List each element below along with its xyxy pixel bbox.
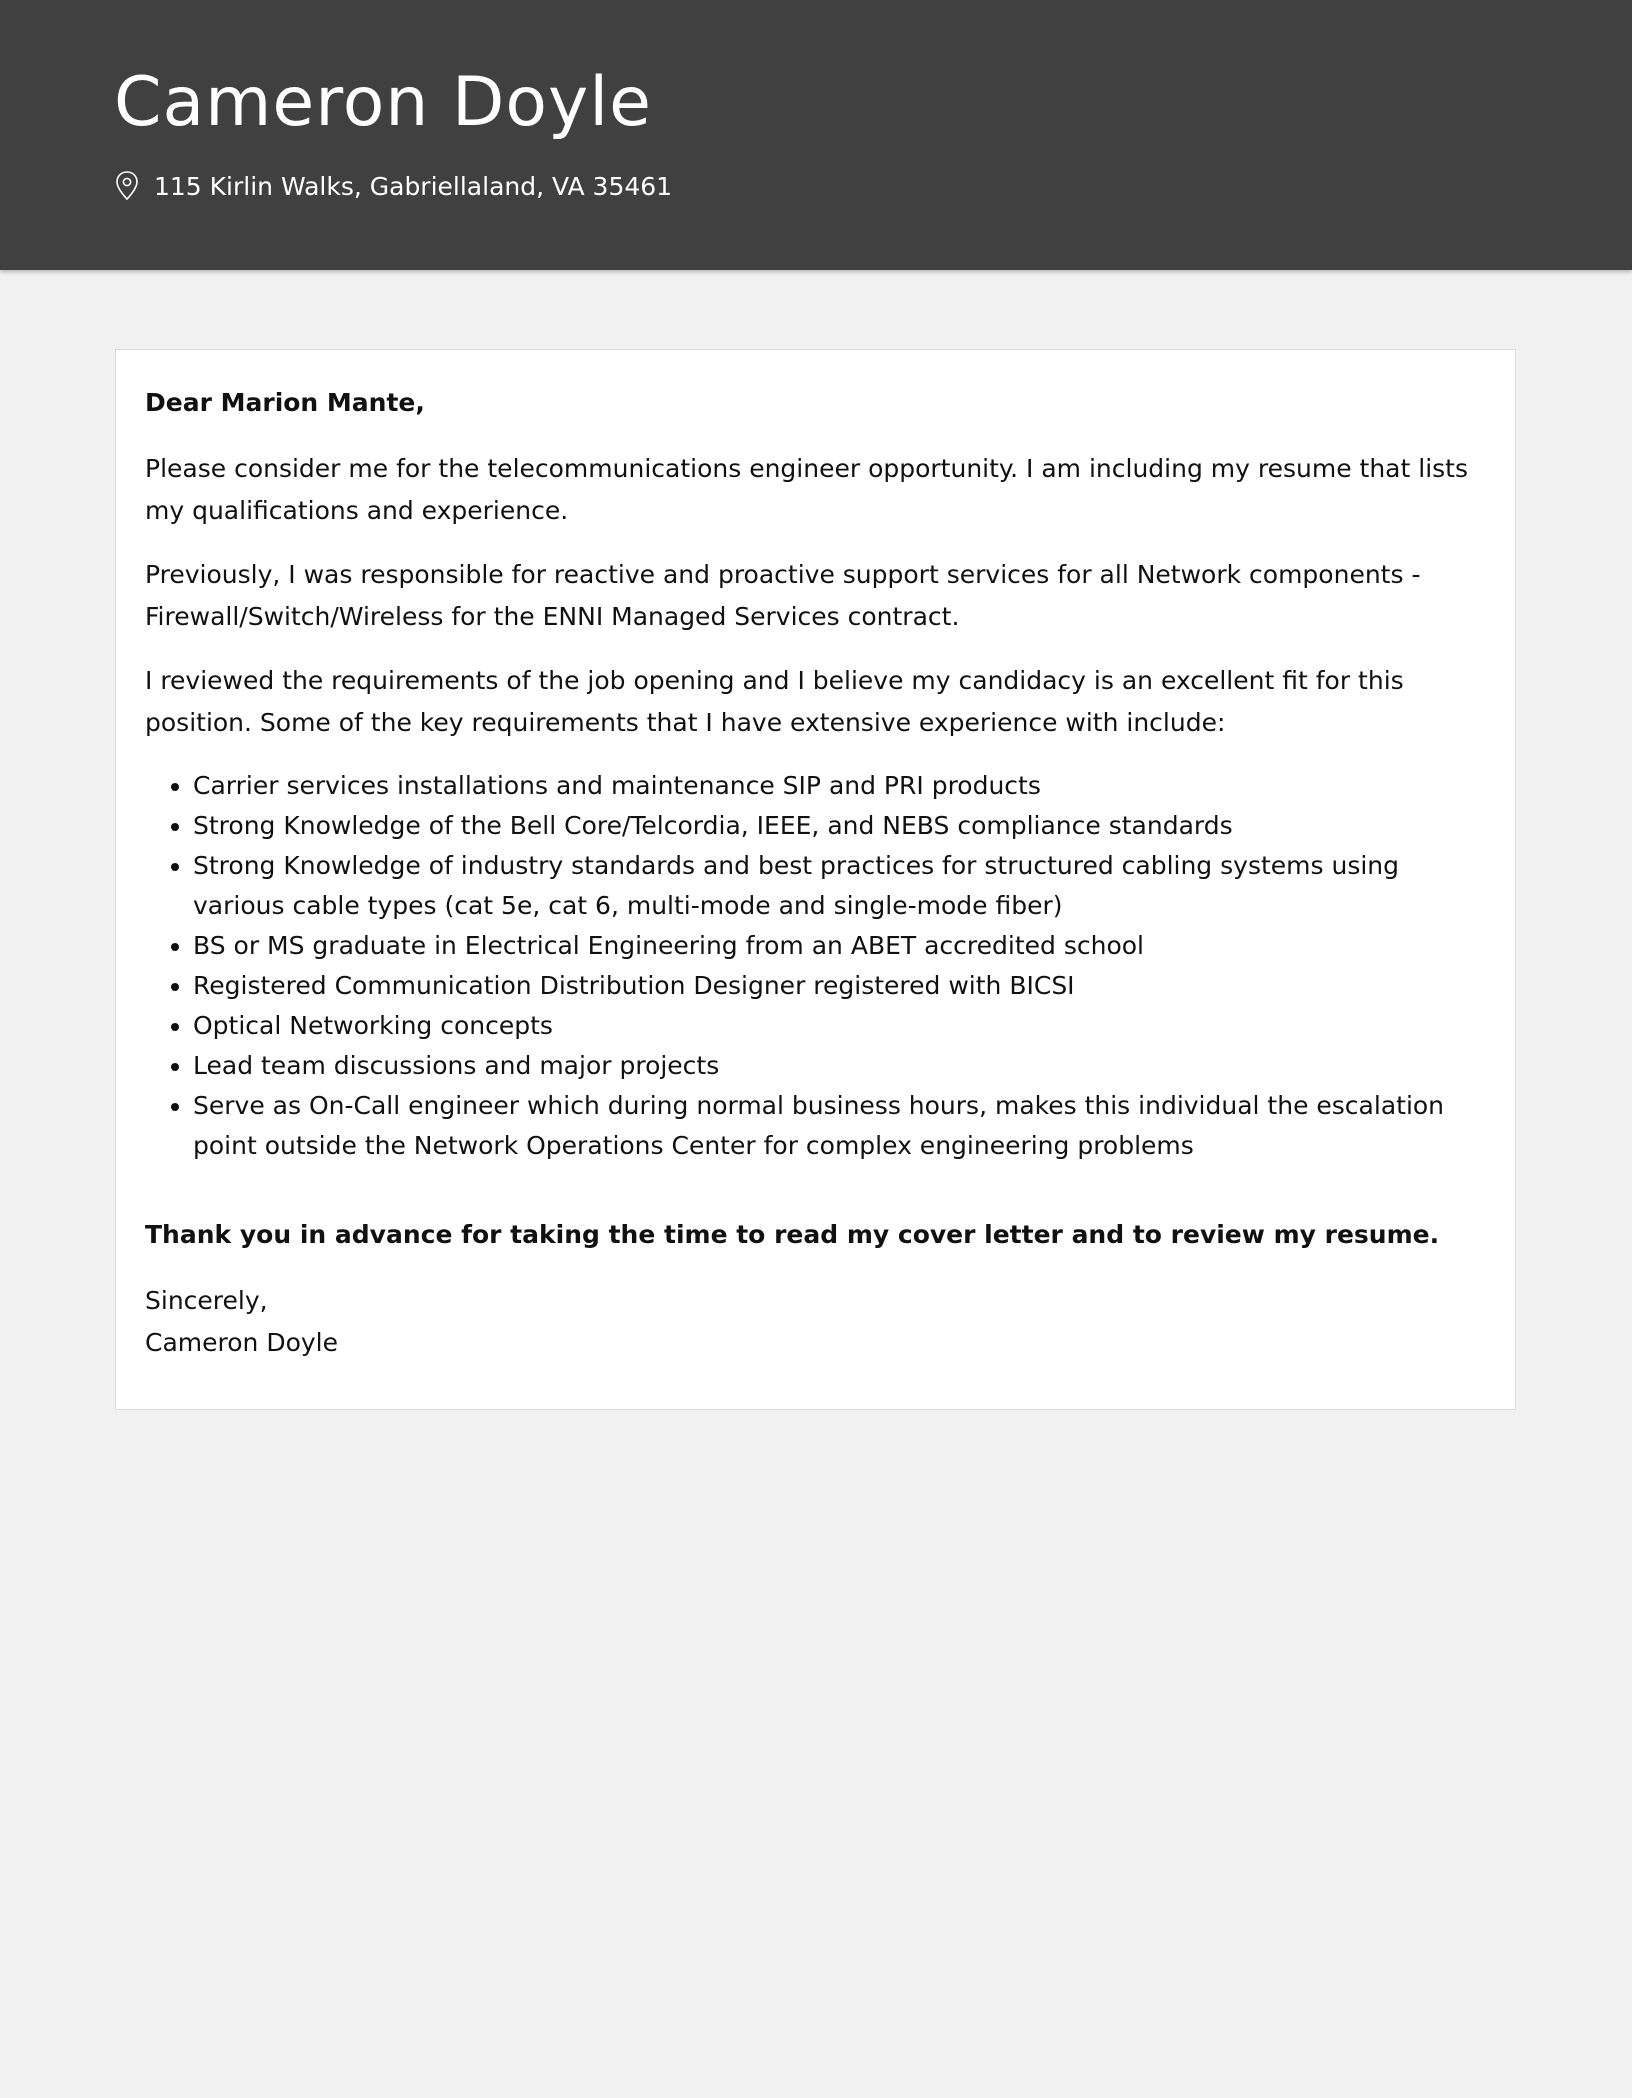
address-row [114, 166, 672, 206]
list-item: • Registered Communication Distribution Designer registered with BICSI [193, 966, 1486, 1006]
address-text: 115 Kirlin Walks, Gabriellaland, VA 35461 [154, 171, 673, 201]
applicant-name: Cameron Doyle [114, 63, 652, 142]
page-header [0, 0, 1632, 270]
list-item: • Serve as On-Call engineer which during normal business hours, makes this individual the escalation point outside the Network Operations Center for complex engineering problems [193, 1086, 1486, 1166]
salutation: Dear Marion Mante, [145, 388, 425, 417]
signoff: Sincerely, [145, 1286, 268, 1315]
paragraph-intro: Please consider me for the telecommunications engineer opportunity. I am including my resume that lists my qualifications and experience. [145, 454, 1468, 525]
signature: Cameron Doyle [145, 1328, 338, 1357]
requirements-list [145, 766, 1486, 1166]
closing-line: Thank you in advance for taking the time to read my cover letter and to review my resume. [145, 1220, 1440, 1249]
paragraph-experience: Previously, I was responsible for reactive and proactive support services for all Network components - Firewall/Switch/Wireless for the ENNI Managed Services contract. [145, 560, 1421, 631]
list-item: • Strong Knowledge of the Bell Core/Telcordia, IEEE, and NEBS compliance standards [193, 806, 1486, 846]
location-pin-icon [114, 170, 140, 202]
list-item: • Lead team discussions and major projects [193, 1046, 1486, 1086]
paragraph-requirements-intro: I reviewed the requirements of the job opening and I believe my candidacy is an excellent fit for this position. Some of the key requirements that I have extensive experience with include: [145, 666, 1404, 737]
list-item: • Optical Networking concepts [193, 1006, 1486, 1046]
list-item: • Strong Knowledge of industry standards and best practices for structured cabling systems using various cable types (cat 5e, cat 6, multi-mode and single-mode fiber) [193, 846, 1486, 926]
signoff-block [145, 1280, 1486, 1364]
cover-letter-card [115, 349, 1516, 1410]
list-item: • Carrier services installations and maintenance SIP and PRI products [193, 766, 1486, 806]
list-item: • BS or MS graduate in Electrical Engineering from an ABET accredited school [193, 926, 1486, 966]
